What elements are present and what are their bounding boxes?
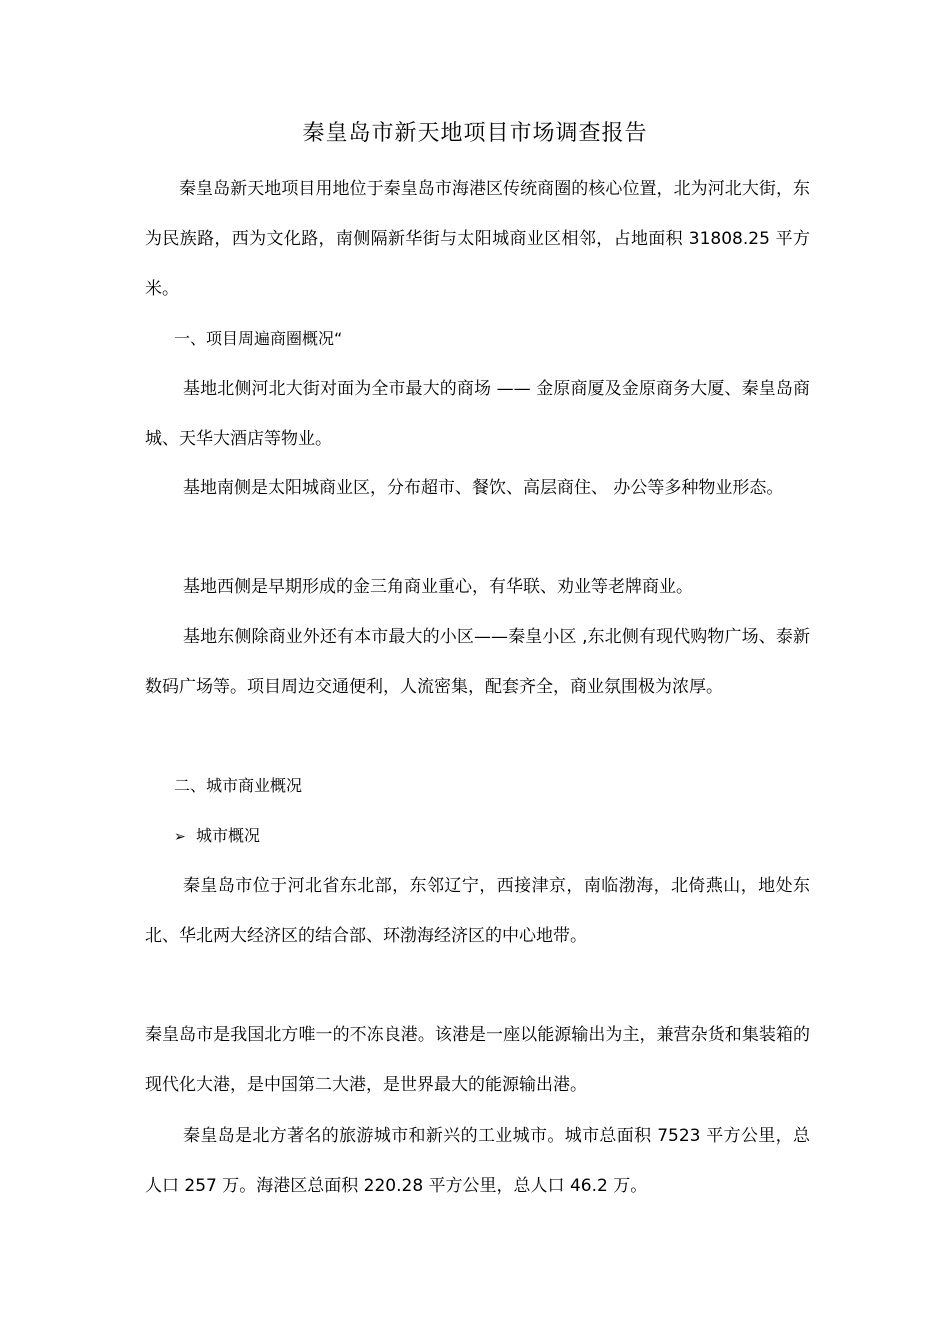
south-side-paragraph: 基地南侧是太阳城商业区，分布超市、餐饮、高层商住、 办公等多种物业形态。: [183, 478, 784, 498]
section-heading-1: 一、项目周遍商圈概况“: [174, 329, 343, 348]
document-title: 秦皇岛市新天地项目市场调查报告: [302, 121, 648, 146]
intro-paragraph: 秦皇岛新天地项目用地位于秦皇岛市海港区传统商圈的核心位置，北为河北大街，东为民族路，西为文化路，南侧隔新华街与太阳城商业区相邻，占地面积 31808.25 平方米。: [145, 179, 810, 299]
city-location-paragraph: 秦皇岛市位于河北省东北部，东邻辽宁，西接津京，南临渤海，北倚燕山，地处东北、华北两大经济区的结合部、环渤海经济区的中心地带。: [145, 876, 810, 946]
west-side-paragraph: 基地西侧是早期形成的金三角商业重心，有华联、劝业等老牌商业。: [183, 577, 693, 597]
port-paragraph: 秦皇岛市是我国北方唯一的不冻良港。该港是一座以能源输出为主，兼营杂货和集装箱的现代化大港，是中国第二大港，是世界最大的能源输出港。: [145, 1025, 810, 1095]
bullet-label: 城市概况: [196, 826, 261, 845]
city-overview-bullet: [174, 821, 260, 852]
east-side-paragraph: 基地东侧除商业外还有本市最大的小区——秦皇小区 ,东北侧有现代购物广场、泰新数码广场等。项目周边交通便利，人流密集，配套齐全，商业氛围极为浓厚。: [145, 627, 810, 697]
arrow-bullet-icon: ➢: [174, 829, 186, 845]
north-side-paragraph: 基地北侧河北大街对面为全市最大的商场 —— 金原商厦及金原商务大厦、秦皇岛商城、天华大酒店等物业。: [145, 379, 810, 449]
city-area-paragraph: 秦皇岛是北方著名的旅游城市和新兴的工业城市。城市总面积 7523 平方公里，总人口 257 万。海港区总面积 220.28 平方公里，总人口 46.2 万。: [145, 1126, 810, 1196]
section-heading-2: 二、城市商业概况: [174, 776, 303, 795]
